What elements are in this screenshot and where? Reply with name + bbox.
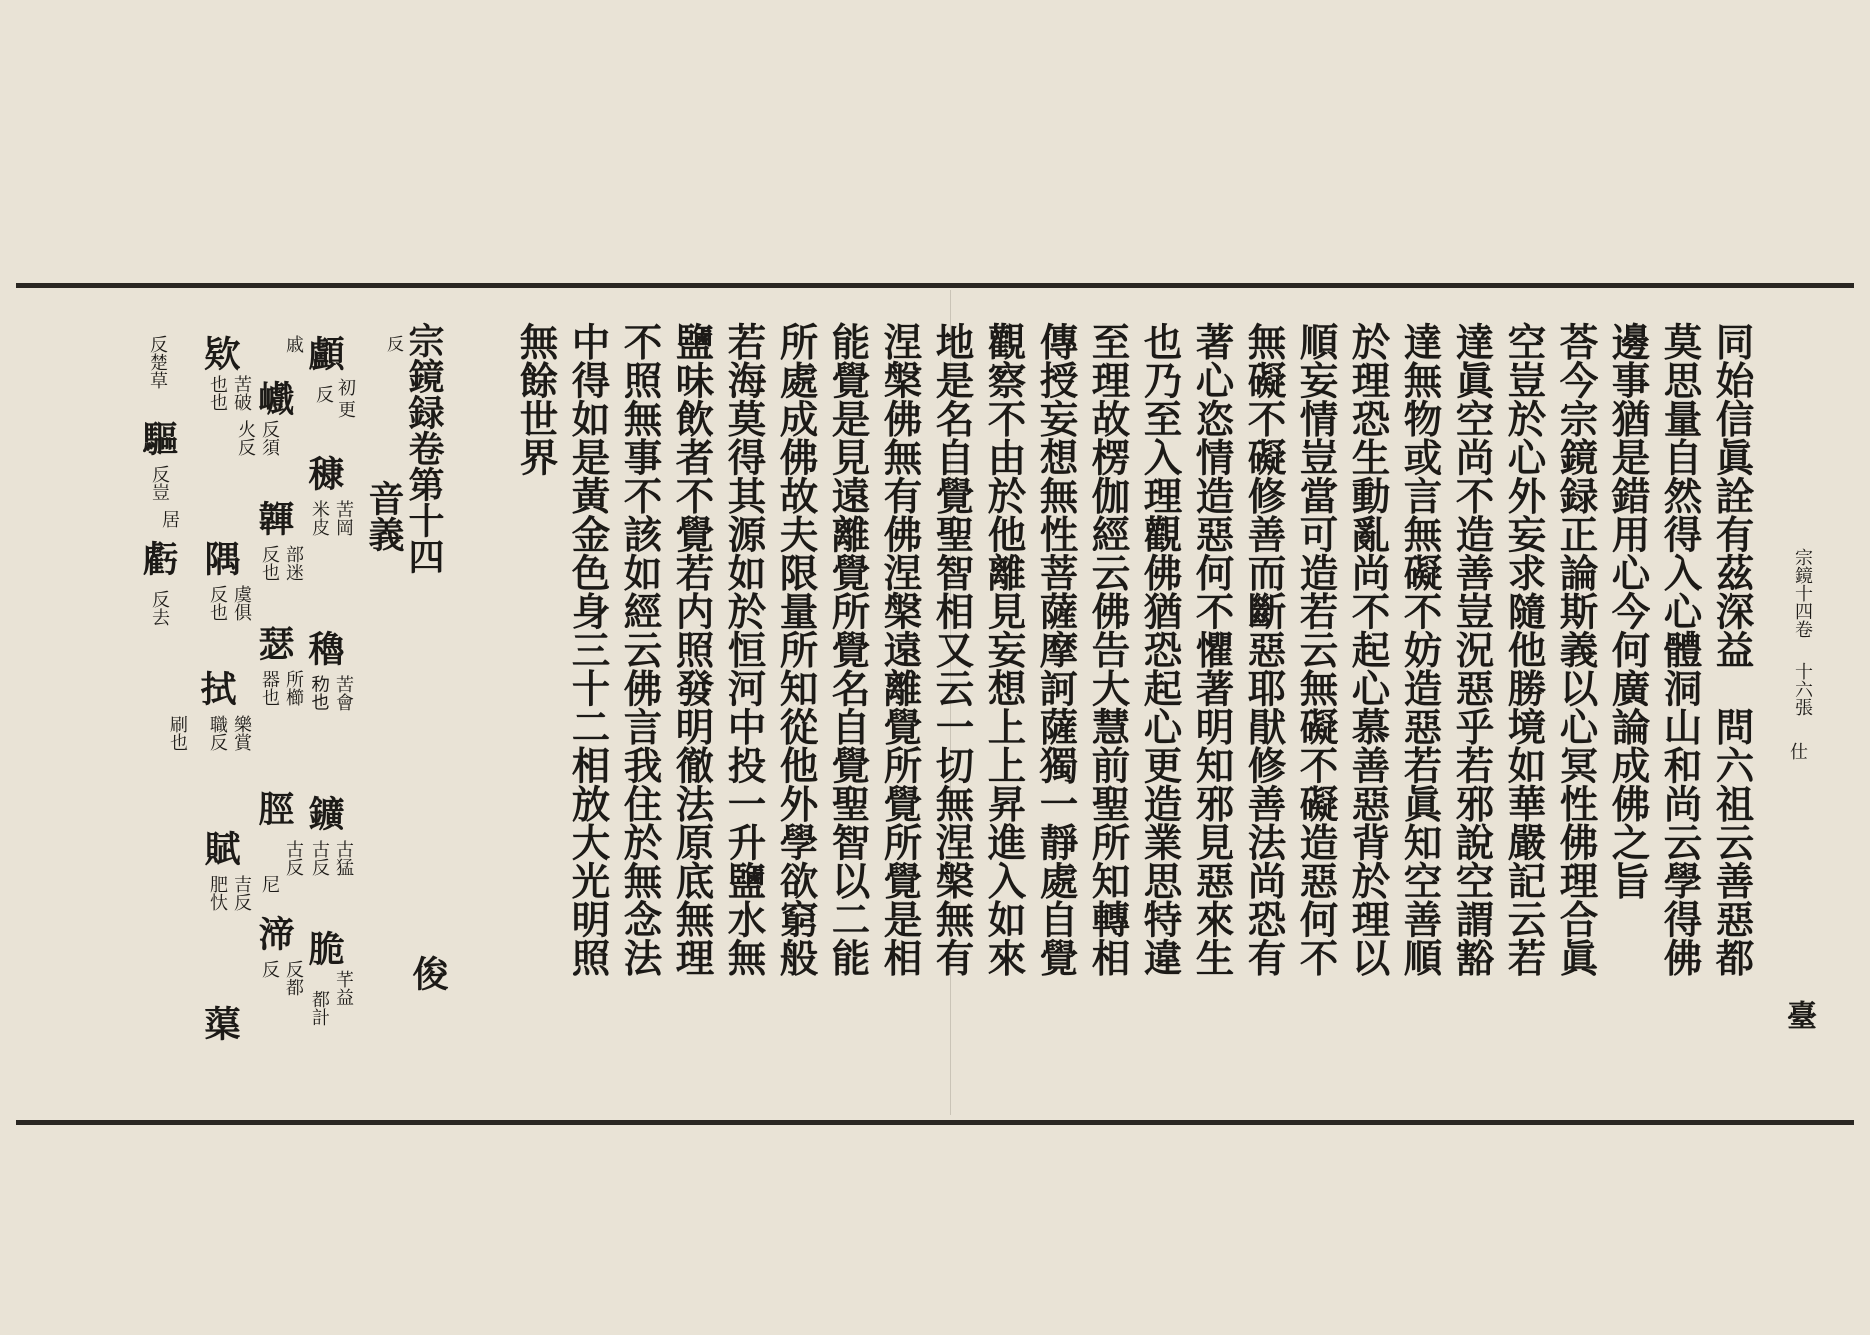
gloss-note: 更 (335, 400, 356, 418)
gloss-note: 芊益 (333, 970, 354, 1006)
text-column: 邊事猶是錯用心今何廣論成佛之旨 (1605, 322, 1651, 900)
gloss-note: 部迷 (283, 545, 304, 581)
carver-mark: 仕 (1787, 742, 1808, 760)
gloss-entry: 脆 (303, 930, 345, 966)
text-column: 無餘世界 (513, 322, 559, 476)
gloss-note: 職反 (207, 715, 228, 751)
text-column: 鹽味飲者不覺若内照發明徹法原底無理 (669, 322, 715, 977)
gloss-note: 尼 (259, 875, 280, 893)
gloss-note: 反也 (207, 585, 228, 621)
gloss-note: 𥝢也 (309, 675, 330, 711)
text-column: 達眞空尚不造善豈況惡乎若邪說空謂豁 (1449, 322, 1495, 977)
gloss-note: 苦岡 (333, 500, 354, 536)
gloss-entry: 巇 (253, 380, 295, 416)
gloss-note: 樂賞 (231, 715, 252, 751)
gloss-note: 苦破 (231, 375, 252, 411)
text-column: 涅槃佛無有佛涅槃遠離覺所覺所覺是相 (877, 322, 923, 977)
gloss-note: 肥忕 (207, 875, 228, 911)
gloss-note: 苦會 (333, 675, 354, 711)
text-column: 荅今宗鏡録正論斯義以心冥性佛理合眞 (1553, 322, 1599, 977)
text-column: 同始信眞詮有茲深益 問六祖云善惡都 (1709, 322, 1755, 977)
gloss-note: 古反 (309, 840, 330, 876)
fascicle-label: 宗鏡十四卷 (1792, 548, 1813, 638)
top-border-rule (16, 283, 1854, 288)
gloss-entry: 拭 (195, 670, 237, 706)
gloss-entry: 欵 (199, 335, 241, 371)
text-column: 若海莫得其源如於恒河中投一升鹽水無 (721, 322, 767, 977)
text-column: 所處成佛故夫限量所知從他外學欲窮般 (773, 322, 819, 977)
page-label: 十六張 (1792, 662, 1813, 716)
gloss-note: 都計 (309, 990, 330, 1026)
gloss-entry: 韗 (253, 500, 295, 536)
gloss-entry: 隅 (199, 540, 241, 576)
gloss-entry: 瑟 (253, 625, 295, 661)
gloss-entry: 驅 (137, 420, 179, 456)
gloss-note: 刷也 (167, 715, 188, 751)
fascicle-title: 宗鏡録卷第十四 (403, 322, 445, 574)
gloss-entry: 賦 (199, 830, 241, 866)
text-column: 著心恣情造惡何不懼著明知邪見惡來生 (1189, 322, 1235, 977)
gloss-note: 所櫛 (283, 670, 304, 706)
gloss-entry: 穅 (303, 455, 345, 491)
text-column: 順妄情豈當可造若云無礙不礙造惡何不 (1293, 322, 1339, 977)
carver-seal: 臺 (1781, 1000, 1816, 1030)
text-column: 無礙不礙修善而斷惡耶猒修善法尚恐有 (1241, 322, 1287, 977)
gloss-note: 也也 (207, 375, 228, 411)
gloss-note: 居 (159, 510, 180, 528)
gloss-entry: 渧 (253, 915, 295, 951)
text-column: 觀察不由於他離見妄想上上昇進入如來 (981, 322, 1027, 977)
gloss-note: 反須 (259, 420, 280, 456)
gloss-note: 反也 (259, 545, 280, 581)
gloss-entry: 穭 (303, 630, 345, 666)
text-column: 傳授妄想無性菩薩摩訶薩獨一靜處自覺 (1033, 322, 1079, 977)
gloss-note: 反 (313, 385, 334, 403)
gloss-note: 虞俱 (231, 585, 252, 621)
gloss-note: 器也 (259, 670, 280, 706)
text-column: 也乃至入理觀佛猶恐起心更造業思特違 (1137, 322, 1183, 977)
gloss-entry: 脛 (253, 790, 295, 826)
carver-name: 俊 (407, 955, 449, 991)
gloss-note: 古反 (283, 840, 304, 876)
gloss-entry: 顱 (303, 335, 345, 371)
text-column: 中得如是黃金色身三十二相放大光明照 (565, 322, 611, 977)
gloss-entry: 蕖 (199, 1005, 241, 1041)
text-column: 莫思量自然得入心體洞山和尚云學得佛 (1657, 322, 1703, 977)
gloss-note: 反去 (149, 590, 170, 626)
text-column: 於理恐生動亂尚不起心慕善惡背於理以 (1345, 322, 1391, 977)
gloss-note: 米皮 (309, 500, 330, 536)
gloss-note: 火反 (235, 420, 256, 456)
gloss-entry: 虧 (137, 540, 179, 576)
gloss-note: 反 (259, 960, 280, 978)
title-prefix-note: 反 (383, 335, 403, 352)
text-column: 空豈於心外妄求隨他勝境如華嚴記云若 (1501, 322, 1547, 977)
text-column: 能覺是見遠離覺所覺名自覺聖智以二能 (825, 322, 871, 977)
gloss-note: 反豈 (149, 465, 170, 501)
gloss-note: 古猛 (333, 840, 354, 876)
gloss-note: 反楚草 (147, 335, 168, 389)
gloss-entry: 鑛 (303, 795, 345, 831)
bottom-border-rule (16, 1120, 1854, 1125)
gloss-note: 戚 (283, 335, 304, 353)
text-column: 地是名自覺聖智相又云一切無涅槃無有 (929, 322, 975, 977)
gloss-note: 初 (335, 378, 356, 396)
text-column: 不照無事不該如經云佛言我住於無念法 (617, 322, 663, 977)
gloss-note: 反都 (283, 960, 304, 996)
section-heading: 音義 (363, 480, 405, 552)
gloss-note: 吉反 (231, 875, 252, 911)
text-column: 至理故楞伽經云佛告大慧前聖所知轉相 (1085, 322, 1131, 977)
text-column: 達無物或言無礙不妨造惡若眞知空善順 (1397, 322, 1443, 977)
